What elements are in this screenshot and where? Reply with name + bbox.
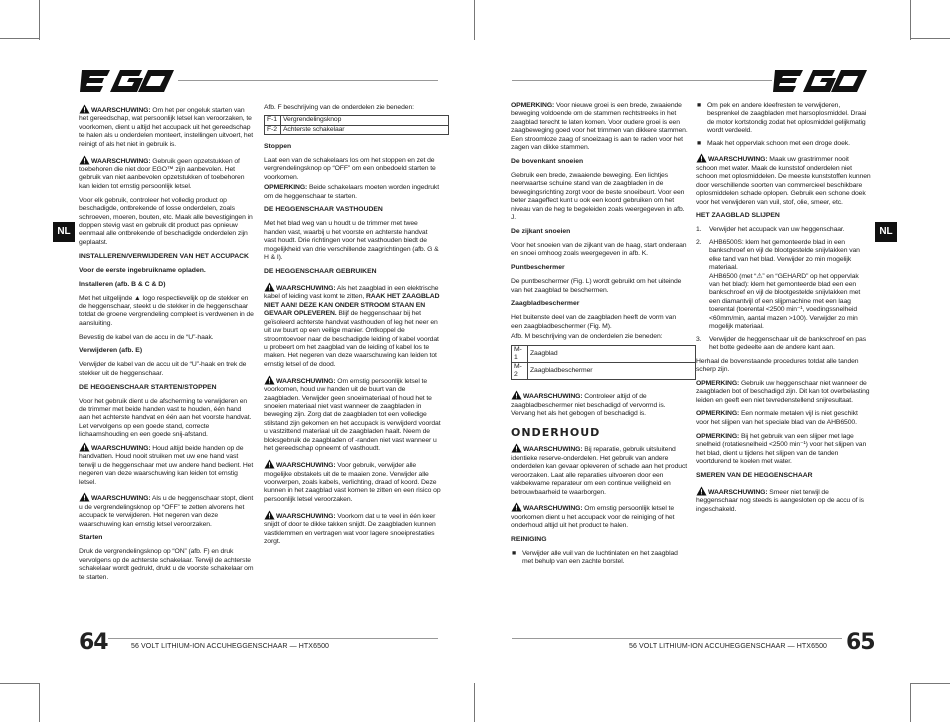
table-cell-value: Zaagblad bbox=[528, 345, 696, 362]
page-number-right: 65 bbox=[846, 630, 875, 655]
column-1 bbox=[79, 104, 254, 588]
sub-heading: De bovenkant snoeien bbox=[511, 158, 584, 166]
warning-text: Om het per ongeluk starten van het gereedschap, wat persoonlijk letsel kan veroorzaken, te voorkomen, dient u altijd het accupack uit het gereedschap te halen als u onderdelen monteert, instellingen uitvoert, het reinigt of als het niet in gebruik is. bbox=[79, 107, 254, 148]
body-paragraph: Met het uitgelijnde ▲ logo respectievelijk op de stekker en de heggenschaar, steekt u de stekker in de heggenschaar totdat de groene vergrendeling compleet is verdwenen in de aansluiting. bbox=[79, 294, 254, 327]
crop-mark bbox=[910, 0, 911, 40]
chapter-heading: ONDERHOUD bbox=[511, 425, 601, 439]
table-cell-key: F-2 bbox=[265, 125, 281, 134]
warning-label: WAARSCHUWING: bbox=[708, 156, 768, 164]
ego-logo-right bbox=[773, 68, 869, 94]
note-label: OPMERKING: bbox=[511, 102, 555, 109]
warning-paragraph bbox=[264, 375, 441, 454]
warning-paragraph bbox=[264, 459, 441, 504]
cleaning-list-continued bbox=[696, 102, 871, 148]
warning-label: WAARSCHUWING: bbox=[276, 462, 336, 470]
footer-text-right: 56 VOLT LITHIUM-ION ACCUHEGGENSCHAAR — HTX6500 bbox=[629, 643, 828, 650]
warning-triangle-icon bbox=[264, 375, 275, 385]
note-label: OPMERKING: bbox=[696, 410, 740, 418]
warning-text: Houd altijd beide handen op de handvatten. Houd nooit struiken met uw ene hand vast terwijl u de heggenschaar met uw andere hand bedient. Het negeren van deze waarschuwing kan leiden tot ernstig letsel. bbox=[79, 444, 254, 486]
warning-label: WAARSCHUWING: bbox=[276, 512, 336, 520]
crop-mark bbox=[474, 683, 475, 722]
warning-triangle-icon bbox=[264, 510, 275, 520]
sharpen-steps bbox=[696, 226, 871, 352]
warning-paragraph bbox=[511, 443, 688, 497]
list-item-text: Om pek en andere kleefresten te verwijderen, besprenkel de zaagbladen met harsoplosmiddel. Draai de motor kortstondig zodat het oplosmiddel gelijkmatig wordt verdeeld. bbox=[707, 102, 867, 135]
sub-heading: Zaagbladbeschermer bbox=[511, 300, 580, 308]
warning-text: Om ernstig persoonlijk letsel te voorkomen dient u het accupack voor de reiniging of het onderhoud altijd uit het product te halen. bbox=[511, 505, 675, 530]
warning-label: WAARSCHUWING: bbox=[523, 393, 583, 401]
warning-label: WAARSCHUWING: bbox=[276, 377, 336, 385]
warning-triangle-icon bbox=[696, 486, 707, 496]
note-paragraph bbox=[511, 102, 688, 153]
body-paragraph: Herhaal de bovenstaande procedures totdat alle tanden scherp zijn. bbox=[696, 357, 859, 374]
warning-paragraph bbox=[79, 104, 254, 149]
footer-rule-right bbox=[512, 638, 842, 639]
warning-text: Als u de heggenschaar stopt, dient u de vergrendelingsknop op “OFF” te zetten alvorens het accupack te verwijderen. Het negeren van deze waarschuwing kan ernstig letsel veroorzaken. bbox=[79, 495, 254, 528]
page-number-left: 64 bbox=[79, 630, 108, 655]
warning-label: WAARSCHUWING: bbox=[91, 495, 151, 503]
sub-heading: Installeren (afb. B & C & D) bbox=[79, 280, 166, 288]
crop-mark bbox=[39, 0, 40, 40]
warning-paragraph bbox=[511, 502, 688, 530]
step-number: 1. bbox=[696, 226, 702, 234]
column-4 bbox=[696, 102, 871, 519]
ego-logo-left bbox=[80, 68, 176, 94]
body-paragraph: Voor het gebruik dient u de afscherming te verwijderen en de trimmer met beide handen vast te houden, één hand aan het achterste handvat en één aan het voorste handvat. Let vervolgens op een goede stand, correcte lichaamshouding en een goede snij-afstand. bbox=[79, 397, 252, 439]
body-paragraph: Verwijder de kabel van de accu uit de “U”-haak en trek de stekker uit de heggenschaar. bbox=[79, 361, 247, 377]
body-paragraph: Het buitenste deel van de zaagbladen heeft de vorm van een zaagbladbeschermer (Fig. M). bbox=[511, 314, 677, 330]
warning-text: Controleer altijd of de zaagbladbeschermer niet beschadigd of vervormd is. Vervang het als het gebogen of beschadigd is. bbox=[511, 393, 666, 418]
note-paragraph bbox=[696, 380, 871, 405]
step-text: Verwijder het accupack van uw heggenschaar. bbox=[709, 226, 845, 234]
list-item bbox=[696, 140, 871, 148]
warning-paragraph bbox=[264, 282, 441, 370]
section-heading: INSTALLEREN/VERWIJDEREN VAN HET ACCUPACK bbox=[79, 252, 249, 260]
warning-triangle-icon bbox=[79, 104, 90, 114]
warning-text: Blijf de heggenschaar bij het geïsoleerd achterste handvat vasthouden of leg het neer en uit uw buurt op een veilige manier. Ontkoppel de stroomtoevoer naar de beschadigde leiding of kabel voordat u probeert om het zaagblad van de leiding of kabel los te maken. Het negeren van deze waarschuwing kan leiden tot ernstig letsel of de dood. bbox=[264, 310, 439, 368]
warning-text: Als het zaagblad in een elektrische kabel of leiding vast komt te zitten, bbox=[264, 284, 439, 301]
note-text: Bij het gebruik van een slijper met lage snelheid (rotatiesnelheid <2500 min⁻¹) voor het slijpen van het blad, dient u tijdens het slijpen van de tanden voortdurend te koelen met water. bbox=[696, 432, 867, 465]
warning-triangle-icon bbox=[696, 153, 707, 163]
column-2 bbox=[264, 104, 441, 552]
warning-label: WAARSCHUWING: bbox=[523, 446, 583, 454]
sub-heading: Stoppen bbox=[264, 142, 292, 150]
column-3 bbox=[511, 102, 688, 572]
body-paragraph: De puntbeschermer (Fig. L) wordt gebruikt om het uiteinde van het zaagblad te beschermen. bbox=[511, 278, 682, 294]
list-item bbox=[696, 336, 871, 353]
warning-label: WAARSCHUWING: bbox=[91, 107, 151, 114]
note-text: Beide schakelaars moeten worden ingedrukt om de heggenschaar te starten. bbox=[264, 184, 440, 200]
sub-heading: Verwijderen (afb. E) bbox=[79, 347, 143, 355]
body-paragraph: Druk de vergrendelingsknop op “ON” (afb. F) en druk vervolgens op de achterste schakelaar. Terwijl de achterste schakelaar wordt gedrukt, drukt u de voorste schakelaar om te starten. bbox=[79, 548, 254, 581]
footer-rule-left bbox=[108, 638, 438, 639]
body-paragraph: Met het blad weg van u houdt u de trimmer met twee handen vast, waarbij u het voorste en achterste handvat vast houdt. Drie richtingen voor het vasthouden biedt de mogelijkheid van drie verschillende zaagrichtingen (afb. G & H & I). bbox=[264, 220, 439, 262]
note-text: Een normale metalen vijl is niet geschikt voor het slijpen van het speciale blad van de AHB6500. bbox=[696, 410, 858, 426]
body-paragraph: Gebruik een brede, zwaaiende beweging. Een lichtjes neerwaartse schuine stand van de zaagbladen in de bewegingsrichting zorgt voor de beste snoeibeurt. Voor een beter zaageffect kunt u ook een koord gebruiken om het niveau van de heg te begeleiden zoals weergegeven in afb. J. bbox=[511, 171, 685, 222]
section-heading: REINIGING bbox=[511, 535, 547, 543]
warning-triangle-icon bbox=[264, 282, 275, 292]
note-paragraph bbox=[696, 433, 871, 467]
warning-text: Voorkom dat u te veel in één keer snijdt of door te dikke takken snijdt. De zaagbladen kunnen vastklemmen en vertragen wat voor lagere snoeiprestaties zorgt. bbox=[264, 512, 436, 545]
step-text: Verwijder de heggenschaar uit de bankschroef en pas het botte gedeelte aan de andere kant aan. bbox=[709, 335, 867, 352]
sub-heading: Voor de eerste ingebruikname opladen. bbox=[79, 266, 206, 274]
warning-text: Gebruik geen opzetstukken of toebehoren die niet door EGO™ zijn aanbevolen. Het gebruik van niet aanbevolen opzetstukken of toebehoren kan leiden tot ernstig persoonlijk letsel. bbox=[79, 157, 245, 190]
bullet-icon: ■ bbox=[697, 102, 702, 109]
warning-text: Om ernstig persoonlijk letsel te voorkomen, houd uw handen uit de buurt van de zaagbladen. Verwijder geen snoeimateriaal of houd het te snoeien materiaal niet vast wanneer de zaagbladen in beweging zijn. Zorg dat de zaagbladen tot een volledige stilstand zijn gekomen en het accupack is verwijderd voordat u vastzittend materiaal uit de zaagbladen haalt. Neem de bloksgebruik de zaagbladen of -randen niet vast wanneer u het gereedschap opneemt of vasthoudt. bbox=[264, 377, 441, 453]
table-cell-key: F-1 bbox=[265, 116, 281, 125]
note-label: OPMERKING: bbox=[264, 184, 308, 192]
warning-paragraph bbox=[264, 510, 441, 547]
list-item-text: Verwijder alle vuil van de luchtinlaten en het zaagblad met behulp van een zachte borstel. bbox=[522, 549, 678, 566]
step-number: 3. bbox=[696, 335, 702, 343]
step-number: 2. bbox=[696, 238, 702, 246]
section-heading: DE HEGGENSCHAAR STARTEN/STOPPEN bbox=[79, 383, 217, 391]
warning-label: WAARSCHUWING: bbox=[276, 284, 336, 292]
warning-label: WAARSCHUWING: bbox=[708, 488, 768, 496]
warning-paragraph bbox=[696, 486, 871, 514]
bullet-icon: ■ bbox=[512, 549, 517, 557]
list-item-text: Maak het oppervlak schoon met een droge doek. bbox=[707, 139, 850, 147]
table-cell-value: Achterste schakelaar bbox=[281, 125, 449, 134]
note-text: Gebruik uw heggenschaar niet wanneer de zaagbladen bot of beschadigd zijn. Dit kan tot overbelasting leiden en geeft een niet tevredenstellend snijresultaat. bbox=[696, 379, 870, 404]
sub-heading: Puntbeschermer bbox=[511, 264, 565, 272]
note-text: Voor nieuwe groei is een brede, zwaaiende beweging voldoende om de stammen rechtstreeks in het zaagblad terecht te laten komen. Voor oudere groei is een zaagbeweging goed voor het trimmen van dikkere stammen. Een stroomloze zaag of snoeizaag is aan te raden voor het zagen van dikke stammen. bbox=[511, 102, 688, 152]
warning-paragraph bbox=[79, 492, 254, 529]
warning-triangle-icon bbox=[511, 390, 522, 400]
warning-triangle-icon bbox=[79, 442, 90, 452]
section-heading: HET ZAAGBLAD SLIJPEN bbox=[696, 212, 780, 220]
warning-paragraph bbox=[79, 155, 254, 192]
crop-mark bbox=[0, 683, 40, 684]
list-item bbox=[696, 102, 871, 136]
crop-mark bbox=[910, 683, 950, 684]
list-item bbox=[511, 550, 688, 567]
warning-text: Voor gebruik, verwijder alle mogelijke obstakels uit de te maaien zone. Verwijder alle voorwerpen, zoals kabels, verlichting, draad of koord. Deze kunnen in het zaagblad vast komen te zitten en een risico op persoonlijk letsel veroorzaken. bbox=[264, 462, 441, 503]
parts-table-f bbox=[264, 115, 449, 134]
sub-heading: Starten bbox=[79, 534, 103, 542]
warning-triangle-icon bbox=[79, 492, 90, 502]
warning-triangle-icon bbox=[511, 443, 522, 453]
table-row bbox=[265, 116, 449, 125]
language-tab-right: NL bbox=[875, 222, 897, 242]
crop-mark bbox=[910, 683, 911, 722]
warning-label: WAARSCHUWING: bbox=[523, 505, 583, 513]
table-row bbox=[265, 125, 449, 134]
warning-label: WAARSCHUWING: bbox=[91, 157, 151, 165]
warning-triangle-icon bbox=[264, 459, 275, 469]
warning-text: Bij reparatie, gebruik uitsluitend identieke reserve-onderdelen. Het gebruik van andere onderdelen kan gevaar opleveren of schade aan het product veroorzaken. Laat alle reparaties uitvoeren door een vakbekwame reparateur om een continue veiligheid en betrouwbaarheid te waarborgen. bbox=[511, 446, 688, 496]
table-row bbox=[512, 363, 696, 380]
note-label: OPMERKING: bbox=[696, 379, 740, 387]
header-rule-right bbox=[512, 80, 772, 81]
sub-heading: De zijkant snoeien bbox=[511, 227, 571, 235]
section-heading: SMEREN VAN DE HEGGENSCHAAR bbox=[696, 471, 813, 479]
crop-mark bbox=[474, 0, 475, 40]
warning-paragraph bbox=[79, 442, 254, 487]
warning-triangle-icon bbox=[79, 155, 90, 165]
table-cell-key: M-1 bbox=[512, 345, 528, 362]
warning-text: Smeer niet terwijl de heggenschaar nog steeds is aangesloten op de accu of is ingeschakeld. bbox=[696, 488, 864, 513]
bullet-icon: ■ bbox=[697, 139, 702, 147]
body-paragraph: Bevestig de kabel van de accu in de “U”-haak. bbox=[79, 333, 214, 341]
language-tab-left: NL bbox=[53, 222, 75, 242]
table-cell-key: M-2 bbox=[512, 363, 528, 380]
warning-paragraph bbox=[696, 153, 871, 207]
section-heading: DE HEGGENSCHAAR VASTHOUDEN bbox=[264, 206, 383, 214]
footer-text-left: 56 VOLT LITHIUM-ION ACCUHEGGENSCHAAR — HTX6500 bbox=[131, 643, 330, 650]
crop-mark bbox=[39, 683, 40, 722]
parts-table-m bbox=[511, 345, 696, 381]
body-paragraph: Voor elk gebruik, controleer het volledig product op beschadigde, ontbrekende of losse onderdelen, zoals schroeven, moeren, bouten, etc. Maak alle bevestigingen in doppen stevig vast en gebruik dit product pas opnieuw eenmaal alle ontbrekende of beschadigde onderdelen zijn geplaatst. bbox=[79, 196, 253, 246]
warning-emphasis: RAAK HET ZAAGBLAD NIET AAN! DEZE KAN ONDER STROOM STAAN EN GEVAAR OPLEVEREN. bbox=[264, 293, 440, 318]
body-paragraph: Laat een van de schakelaars los om het stoppen en zet de vergrendelingsknop op “OFF” om een onbedoeld starten te voorkomen. bbox=[264, 156, 436, 181]
table-cell-value: Vergrendelingsknop bbox=[281, 116, 449, 125]
cleaning-list bbox=[511, 550, 688, 567]
note-paragraph bbox=[696, 410, 871, 427]
warning-text: Maak uw grastrimmer nooit schoon met water. Maak de kunststof onderdelen niet schoon met oplosmiddelen. De meeste kunststoffen kunnen door verschillende soorten van commercieel beschikbare oplosmiddelen schade oplopen. Gebruik een schone doek voor het verwijderen van vuil, stof, olie, smeer, etc. bbox=[696, 156, 871, 206]
crop-mark bbox=[910, 38, 950, 39]
body-paragraph: Afb. F beschrijving van de onderdelen zie beneden: bbox=[264, 104, 414, 111]
warning-label: WAARSCHUWING: bbox=[91, 444, 151, 452]
table-cell-value: Zaagbladbeschermer bbox=[528, 363, 696, 380]
table-row bbox=[512, 345, 696, 362]
list-item bbox=[696, 226, 871, 234]
header-rule-left bbox=[178, 80, 438, 81]
list-item bbox=[696, 239, 871, 332]
note-label: OPMERKING: bbox=[696, 432, 740, 440]
step-text: AHB6500S: klem het gemonteerde blad in een bankschroef en vijl de blootgestelde snijvlakken van elke tand van het blad. Verwijder zo min mogelijk materiaal. AHB6500 (met “⚠” en “GEHARD” op het oppervlak van het blad): klem het gemonteerde blad een een bankschroef en vijl de blootgestelde snijvlakken met een diamantvijl of een slijpmachine met een laag toerental (toerental <2500 min⁻¹, voedingssnelheid <60mm/min, aantal mazen >100). Verwijder zo min mogelijk materiaal. bbox=[709, 238, 861, 331]
body-paragraph: Voor het snoeien van de zijkant van de haag, start onderaan en snoei omhoog zoals weergegeven in afb. K. bbox=[511, 241, 687, 258]
body-paragraph: Afb. M beschrijving van de onderdelen zie beneden: bbox=[511, 333, 663, 341]
note-paragraph bbox=[264, 184, 441, 201]
warning-paragraph bbox=[511, 390, 688, 418]
warning-triangle-icon bbox=[511, 502, 522, 512]
section-heading: DE HEGGENSCHAAR GEBRUIKEN bbox=[264, 267, 377, 275]
crop-mark bbox=[0, 38, 40, 39]
